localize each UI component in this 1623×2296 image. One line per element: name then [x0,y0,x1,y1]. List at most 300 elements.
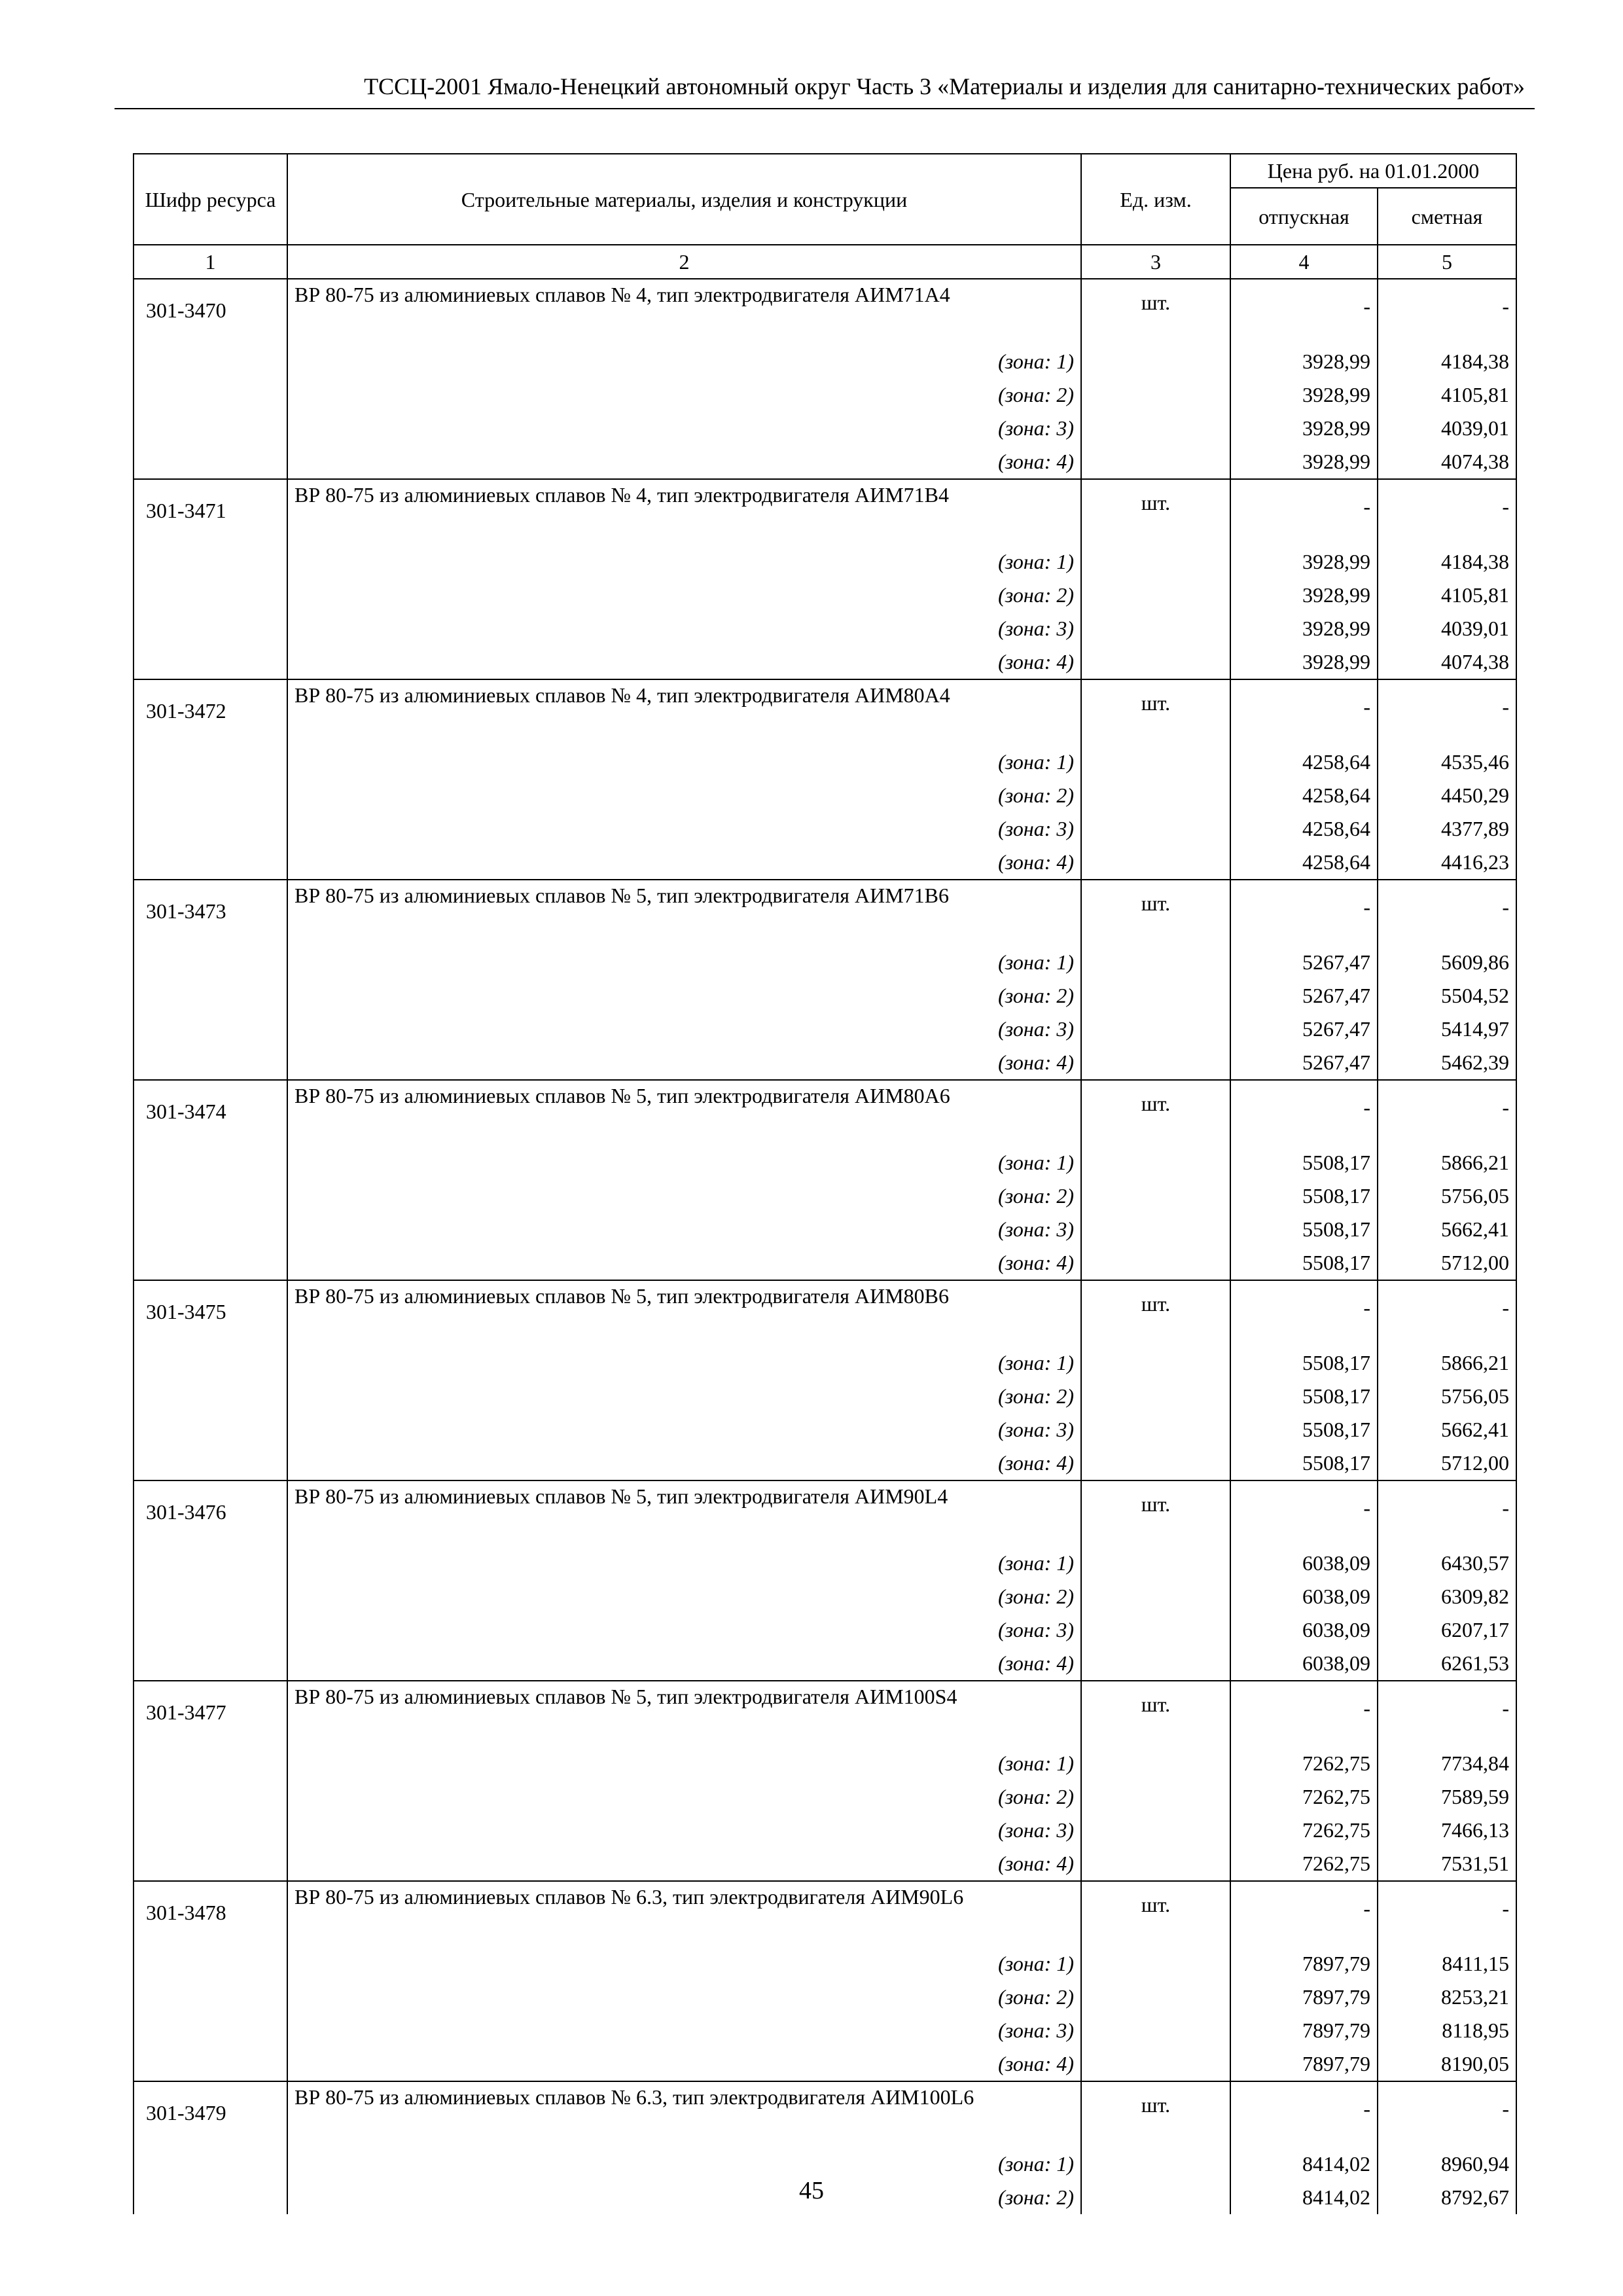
unit-cell: шт. [1081,1080,1230,1146]
zone-label: (зона: 1) [287,1146,1081,1179]
empty-cell [134,579,287,612]
empty-cell [1081,1146,1230,1179]
zone-release-price: 4258,64 [1230,846,1378,880]
zone-release-price: 3928,99 [1230,445,1378,479]
zone-estimate-price: 5756,05 [1378,1179,1516,1213]
zone-row [134,545,1516,579]
material-name: ВР 80-75 из алюминиевых сплавов № 5, тип электродвигателя АИМ71В6 [287,880,1081,946]
empty-cell [134,412,287,445]
empty-cell [1081,1246,1230,1280]
empty-cell [1081,1179,1230,1213]
zone-label: (зона: 2) [287,1780,1081,1814]
zone-estimate-price: 4105,81 [1378,579,1516,612]
zone-estimate-price: 4039,01 [1378,612,1516,645]
zone-label: (зона: 4) [287,846,1081,880]
empty-cell [1081,812,1230,846]
column-number: 3 [1081,245,1230,279]
zone-estimate-price: 4184,38 [1378,545,1516,579]
zone-release-price: 3928,99 [1230,378,1378,412]
zone-estimate-price: 6430,57 [1378,1547,1516,1580]
zone-estimate-price: 8411,15 [1378,1947,1516,1981]
estimate-price: - [1378,2081,1516,2147]
zone-label: (зона: 1) [287,745,1081,779]
empty-cell [134,1446,287,1480]
document-title: ТССЦ-2001 Ямало-Ненецкий автономный округ Часть 3 «Материалы и изделия для санитарно-технических работ» [364,73,1525,99]
unit-cell: шт. [1081,880,1230,946]
empty-cell [134,345,287,378]
zone-estimate-price: 6309,82 [1378,1580,1516,1613]
unit-cell: шт. [1081,1480,1230,1547]
empty-cell [1081,345,1230,378]
release-price: - [1230,1480,1378,1547]
zone-estimate-price: 5866,21 [1378,1146,1516,1179]
zone-row [134,846,1516,880]
empty-cell [1081,612,1230,645]
empty-cell [1081,1580,1230,1613]
material-name: ВР 80-75 из алюминиевых сплавов № 5, тип электродвигателя АИМ80А6 [287,1080,1081,1146]
empty-cell [134,1346,287,1380]
empty-cell [1081,2047,1230,2081]
empty-cell [134,1580,287,1613]
zone-label: (зона: 3) [287,1613,1081,1647]
zone-release-price: 5508,17 [1230,1380,1378,1413]
zone-label: (зона: 2) [287,579,1081,612]
empty-cell [134,645,287,679]
empty-cell [134,1179,287,1213]
zone-row [134,1947,1516,1981]
page-header [115,69,1535,109]
column-number: 1 [134,245,287,279]
zone-row [134,812,1516,846]
zone-row [134,1213,1516,1246]
empty-cell [1081,745,1230,779]
estimate-price: - [1378,1681,1516,1747]
zone-estimate-price: 5504,52 [1378,979,1516,1013]
unit-cell: шт. [1081,479,1230,545]
zone-label: (зона: 1) [287,545,1081,579]
empty-cell [134,1213,287,1246]
empty-cell [1081,645,1230,679]
zone-label: (зона: 1) [287,1747,1081,1780]
zone-release-price: 6038,09 [1230,1613,1378,1647]
zone-estimate-price: 4074,38 [1378,645,1516,679]
empty-cell [134,1947,287,1981]
table-row [134,2081,1516,2147]
zone-estimate-price: 4105,81 [1378,378,1516,412]
zone-row [134,1613,1516,1647]
empty-cell [134,2014,287,2047]
zone-release-price: 3928,99 [1230,545,1378,579]
resource-code: 301-3470 [134,279,287,345]
zone-estimate-price: 5462,39 [1378,1046,1516,1080]
table-row [134,1881,1516,1947]
zone-estimate-price: 8190,05 [1378,2047,1516,2081]
zone-row [134,378,1516,412]
empty-cell [134,1747,287,1780]
empty-cell [1081,1446,1230,1480]
column-number: 2 [287,245,1081,279]
table-row [134,1480,1516,1547]
zone-row [134,1413,1516,1446]
empty-cell [134,1380,287,1413]
page-number: 45 [799,2177,824,2204]
empty-cell [134,1981,287,2014]
zone-label: (зона: 2) [287,1380,1081,1413]
zone-estimate-price: 4535,46 [1378,745,1516,779]
zone-label: (зона: 1) [287,1346,1081,1380]
zone-release-price: 7897,79 [1230,1947,1378,1981]
empty-cell [134,1547,287,1580]
empty-cell [134,1647,287,1681]
zone-estimate-price: 7531,51 [1378,1847,1516,1881]
zone-release-price: 5267,47 [1230,946,1378,979]
zone-estimate-price: 5662,41 [1378,1413,1516,1446]
zone-row [134,1547,1516,1580]
zone-row [134,1013,1516,1046]
empty-cell [1081,1947,1230,1981]
zone-label: (зона: 4) [287,445,1081,479]
column-header-release: отпускная [1230,188,1378,245]
zone-row [134,1346,1516,1380]
zone-estimate-price: 4039,01 [1378,412,1516,445]
material-name: ВР 80-75 из алюминиевых сплавов № 6.3, тип электродвигателя АИМ90L6 [287,1881,1081,1947]
zone-row [134,345,1516,378]
zone-label: (зона: 4) [287,1446,1081,1480]
zone-row [134,979,1516,1013]
zone-release-price: 8414,02 [1230,2181,1378,2214]
zone-row [134,2014,1516,2047]
zone-row [134,1179,1516,1213]
unit-cell: шт. [1081,1881,1230,1947]
zone-label: (зона: 1) [287,2147,1081,2181]
zone-label: (зона: 3) [287,1413,1081,1446]
zone-estimate-price: 7466,13 [1378,1814,1516,1847]
table-row [134,1280,1516,1346]
zone-label: (зона: 4) [287,645,1081,679]
empty-cell [1081,1346,1230,1380]
zone-estimate-price: 7734,84 [1378,1747,1516,1780]
zone-label: (зона: 3) [287,812,1081,846]
column-number: 4 [1230,245,1378,279]
zone-release-price: 7262,75 [1230,1747,1378,1780]
estimate-price: - [1378,679,1516,745]
zone-label: (зона: 2) [287,1580,1081,1613]
empty-cell [1081,946,1230,979]
empty-cell [134,1613,287,1647]
unit-cell: шт. [1081,1681,1230,1747]
zone-label: (зона: 2) [287,979,1081,1013]
unit-cell: шт. [1081,1280,1230,1346]
empty-cell [134,812,287,846]
empty-cell [134,545,287,579]
zone-label: (зона: 4) [287,1046,1081,1080]
zone-release-price: 5508,17 [1230,1346,1378,1380]
zone-release-price: 5508,17 [1230,1146,1378,1179]
release-price: - [1230,679,1378,745]
zone-estimate-price: 5414,97 [1378,1013,1516,1046]
zone-label: (зона: 4) [287,1246,1081,1280]
empty-cell [1081,378,1230,412]
empty-cell [134,445,287,479]
zone-label: (зона: 2) [287,1179,1081,1213]
empty-cell [1081,2181,1230,2214]
empty-cell [1081,1981,1230,2014]
table-row [134,479,1516,545]
zone-estimate-price: 8253,21 [1378,1981,1516,2014]
empty-cell [1081,1380,1230,1413]
empty-cell [1081,1780,1230,1814]
resource-code: 301-3474 [134,1080,287,1146]
zone-row [134,745,1516,779]
zone-estimate-price: 4450,29 [1378,779,1516,812]
zone-release-price: 5508,17 [1230,1179,1378,1213]
zone-label: (зона: 1) [287,946,1081,979]
zone-release-price: 7262,75 [1230,1814,1378,1847]
zone-estimate-price: 5756,05 [1378,1380,1516,1413]
zone-label: (зона: 2) [287,2181,1081,2214]
zone-label: (зона: 2) [287,779,1081,812]
zone-row [134,946,1516,979]
zone-release-price: 3928,99 [1230,579,1378,612]
column-header-code: Шифр ресурса [134,154,287,245]
empty-cell [1081,1647,1230,1681]
empty-cell [1081,1213,1230,1246]
release-price: - [1230,2081,1378,2147]
zone-release-price: 5508,17 [1230,1213,1378,1246]
zone-release-price: 7897,79 [1230,2047,1378,2081]
empty-cell [1081,979,1230,1013]
zone-label: (зона: 3) [287,1213,1081,1246]
resource-code: 301-3475 [134,1280,287,1346]
zone-release-price: 3928,99 [1230,412,1378,445]
zone-row [134,412,1516,445]
zone-label: (зона: 3) [287,1814,1081,1847]
table-row [134,279,1516,345]
zone-estimate-price: 8960,94 [1378,2147,1516,2181]
release-price: - [1230,279,1378,345]
zone-release-price: 7897,79 [1230,2014,1378,2047]
zone-release-price: 8414,02 [1230,2147,1378,2181]
zone-estimate-price: 8792,67 [1378,2181,1516,2214]
table-header [134,154,1516,279]
zone-label: (зона: 2) [287,1981,1081,2014]
zone-release-price: 7262,75 [1230,1780,1378,1814]
zone-row [134,1647,1516,1681]
table-row [134,679,1516,745]
empty-cell [1081,2147,1230,2181]
zone-row [134,1847,1516,1881]
empty-cell [1081,1613,1230,1647]
empty-cell [1081,445,1230,479]
zone-row [134,612,1516,645]
release-price: - [1230,880,1378,946]
release-price: - [1230,479,1378,545]
empty-cell [134,2047,287,2081]
zone-release-price: 6038,09 [1230,1547,1378,1580]
zone-estimate-price: 4074,38 [1378,445,1516,479]
zone-release-price: 3928,99 [1230,645,1378,679]
zone-row [134,1747,1516,1780]
zone-row [134,1981,1516,2014]
zone-release-price: 5267,47 [1230,979,1378,1013]
material-name: ВР 80-75 из алюминиевых сплавов № 4, тип электродвигателя АИМ80А4 [287,679,1081,745]
resource-code: 301-3479 [134,2081,287,2147]
zone-label: (зона: 4) [287,1847,1081,1881]
zone-release-price: 7262,75 [1230,1847,1378,1881]
zone-row [134,1814,1516,1847]
zone-row [134,445,1516,479]
zone-row [134,2047,1516,2081]
resource-code: 301-3478 [134,1881,287,1947]
empty-cell [1081,1046,1230,1080]
empty-cell [134,1780,287,1814]
zone-label: (зона: 3) [287,412,1081,445]
zone-label: (зона: 4) [287,1647,1081,1681]
column-header-estimate: сметная [1378,188,1516,245]
empty-cell [134,2147,287,2181]
empty-cell [1081,1814,1230,1847]
table-row [134,1080,1516,1146]
column-header-price: Цена руб. на 01.01.2000 [1230,154,1516,188]
empty-cell [1081,1847,1230,1881]
release-price: - [1230,1681,1378,1747]
zone-estimate-price: 6207,17 [1378,1613,1516,1647]
empty-cell [134,1413,287,1446]
table-row [134,880,1516,946]
zone-release-price: 5508,17 [1230,1246,1378,1280]
zone-release-price: 4258,64 [1230,812,1378,846]
zone-row [134,1780,1516,1814]
empty-cell [1081,1547,1230,1580]
zone-estimate-price: 5866,21 [1378,1346,1516,1380]
empty-cell [134,1146,287,1179]
resource-code: 301-3476 [134,1480,287,1547]
zone-label: (зона: 3) [287,2014,1081,2047]
zone-label: (зона: 1) [287,345,1081,378]
estimate-price: - [1378,1881,1516,1947]
material-name: ВР 80-75 из алюминиевых сплавов № 6.3, тип электродвигателя АИМ100L6 [287,2081,1081,2147]
zone-release-price: 6038,09 [1230,1580,1378,1613]
empty-cell [134,1046,287,1080]
zone-row [134,645,1516,679]
zone-row [134,779,1516,812]
resource-code: 301-3477 [134,1681,287,1747]
zone-row [134,1046,1516,1080]
zone-label: (зона: 3) [287,612,1081,645]
empty-cell [1081,2014,1230,2047]
zone-release-price: 4258,64 [1230,779,1378,812]
material-name: ВР 80-75 из алюминиевых сплавов № 5, тип электродвигателя АИМ90L4 [287,1480,1081,1547]
empty-cell [134,779,287,812]
zone-release-price: 6038,09 [1230,1647,1378,1681]
zone-row [134,1580,1516,1613]
empty-cell [134,612,287,645]
zone-row [134,1380,1516,1413]
empty-cell [134,2181,287,2214]
resource-code: 301-3471 [134,479,287,545]
material-name: ВР 80-75 из алюминиевых сплавов № 4, тип электродвигателя АИМ71В4 [287,479,1081,545]
empty-cell [1081,779,1230,812]
zone-release-price: 5508,17 [1230,1413,1378,1446]
zone-row [134,1246,1516,1280]
zone-estimate-price: 5712,00 [1378,1246,1516,1280]
zone-estimate-price: 5609,86 [1378,946,1516,979]
estimate-price: - [1378,1280,1516,1346]
unit-cell: шт. [1081,679,1230,745]
empty-cell [1081,1413,1230,1446]
zone-release-price: 5267,47 [1230,1046,1378,1080]
resource-code: 301-3472 [134,679,287,745]
empty-cell [134,1847,287,1881]
release-price: - [1230,1080,1378,1146]
empty-cell [134,1814,287,1847]
material-name: ВР 80-75 из алюминиевых сплавов № 4, тип электродвигателя АИМ71А4 [287,279,1081,345]
zone-release-price: 3928,99 [1230,345,1378,378]
column-number: 5 [1378,245,1516,279]
estimate-price: - [1378,279,1516,345]
empty-cell [134,846,287,880]
release-price: - [1230,1881,1378,1947]
zone-estimate-price: 7589,59 [1378,1780,1516,1814]
zone-label: (зона: 4) [287,2047,1081,2081]
empty-cell [1081,846,1230,880]
zone-label: (зона: 1) [287,1947,1081,1981]
unit-cell: шт. [1081,279,1230,345]
zone-estimate-price: 6261,53 [1378,1647,1516,1681]
estimate-price: - [1378,880,1516,946]
zone-release-price: 5508,17 [1230,1446,1378,1480]
price-table [133,153,1517,2214]
zone-estimate-price: 4184,38 [1378,345,1516,378]
column-header-name: Строительные материалы, изделия и конструкции [287,154,1081,245]
zone-release-price: 5267,47 [1230,1013,1378,1046]
material-name: ВР 80-75 из алюминиевых сплавов № 5, тип электродвигателя АИМ100S4 [287,1681,1081,1747]
zone-estimate-price: 4416,23 [1378,846,1516,880]
estimate-price: - [1378,479,1516,545]
empty-cell [1081,1747,1230,1780]
release-price: - [1230,1280,1378,1346]
empty-cell [134,1013,287,1046]
column-header-unit: Ед. изм. [1081,154,1230,245]
table-body [134,279,1516,2214]
zone-release-price: 3928,99 [1230,612,1378,645]
empty-cell [1081,1013,1230,1046]
table-row [134,1681,1516,1747]
material-name: ВР 80-75 из алюминиевых сплавов № 5, тип электродвигателя АИМ80В6 [287,1280,1081,1346]
empty-cell [134,1246,287,1280]
zone-estimate-price: 8118,95 [1378,2014,1516,2047]
estimate-price: - [1378,1480,1516,1547]
resource-code: 301-3473 [134,880,287,946]
empty-cell [1081,579,1230,612]
zone-estimate-price: 5662,41 [1378,1213,1516,1246]
zone-row [134,1146,1516,1179]
zone-row [134,579,1516,612]
empty-cell [1081,412,1230,445]
zone-label: (зона: 3) [287,1013,1081,1046]
zone-estimate-price: 4377,89 [1378,812,1516,846]
zone-estimate-price: 5712,00 [1378,1446,1516,1480]
zone-release-price: 4258,64 [1230,745,1378,779]
empty-cell [134,979,287,1013]
unit-cell: шт. [1081,2081,1230,2147]
empty-cell [134,946,287,979]
empty-cell [134,745,287,779]
zone-release-price: 7897,79 [1230,1981,1378,2014]
empty-cell [1081,545,1230,579]
estimate-price: - [1378,1080,1516,1146]
zone-label: (зона: 2) [287,378,1081,412]
